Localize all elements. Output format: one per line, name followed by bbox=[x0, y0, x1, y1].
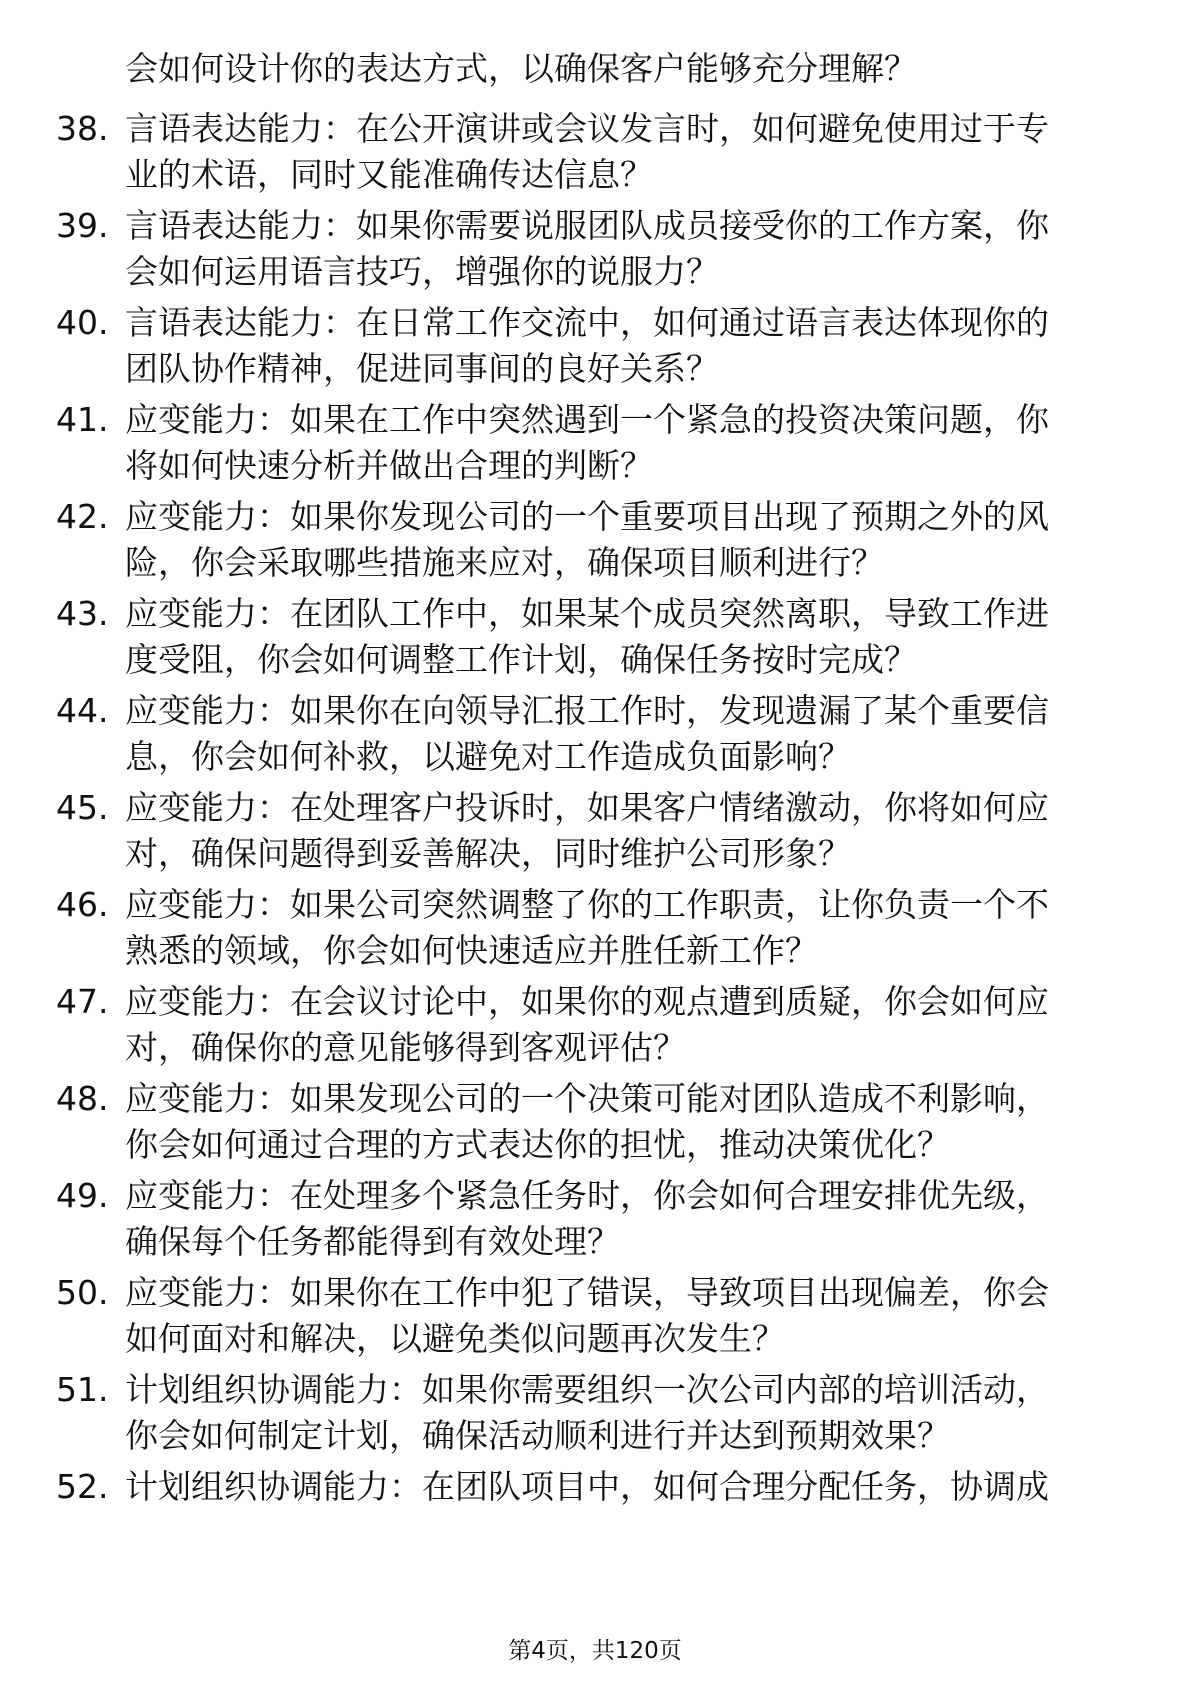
question-item bbox=[0, 494, 1190, 591]
question-text-line: 应变能力：如果公司突然调整了你的工作职责，让你负责一个不 bbox=[125, 885, 1049, 924]
question-text-line: 应变能力：如果你在工作中犯了错误，导致项目出现偏差，你会 bbox=[125, 1273, 1049, 1312]
question-text-line: 你会如何制定计划，确保活动顺利进行并达到预期效果？ bbox=[125, 1416, 950, 1455]
question-text bbox=[125, 300, 1115, 392]
page-footer: 第4页，共120页 bbox=[508, 1638, 682, 1664]
question-item bbox=[0, 1173, 1190, 1270]
question-text-line: 对，确保问题得到妥善解决，同时维护公司形象？ bbox=[125, 834, 851, 873]
question-text-line: 业的术语，同时又能准确传达信息？ bbox=[125, 155, 653, 194]
question-text-line: 应变能力：如果发现公司的一个决策可能对团队造成不利影响， bbox=[125, 1079, 1049, 1118]
question-text-line: 险，你会采取哪些措施来应对，确保项目顺利进行？ bbox=[125, 543, 884, 582]
question-text-line: 度受阻，你会如何调整工作计划，确保任务按时完成？ bbox=[125, 640, 917, 679]
question-text bbox=[125, 106, 1115, 198]
question-item bbox=[0, 106, 1190, 203]
question-text-line: 应变能力：如果你在向领导汇报工作时，发现遗漏了某个重要信 bbox=[125, 691, 1049, 730]
question-text-line: 应变能力：如果在工作中突然遇到一个紧急的投资决策问题，你 bbox=[125, 400, 1049, 439]
question-text bbox=[125, 1270, 1115, 1362]
question-number: 43. bbox=[56, 594, 109, 633]
continuation-text: 会如何设计你的表达方式，以确保客户能够充分理解？ bbox=[125, 49, 917, 88]
question-number: 47. bbox=[56, 982, 109, 1021]
question-text bbox=[125, 785, 1115, 877]
question-text-line: 团队协作精神，促进同事间的良好关系？ bbox=[125, 349, 719, 388]
question-item bbox=[0, 1464, 1190, 1561]
question-number: 46. bbox=[56, 885, 109, 924]
question-item bbox=[0, 203, 1190, 300]
question-text-line: 应变能力：在会议讨论中，如果你的观点遭到质疑，你会如何应 bbox=[125, 982, 1049, 1021]
question-text bbox=[125, 494, 1115, 586]
question-number: 45. bbox=[56, 788, 109, 827]
question-text-line: 你会如何通过合理的方式表达你的担忧，推动决策优化？ bbox=[125, 1125, 950, 1164]
question-text-line: 对，确保你的意见能够得到客观评估？ bbox=[125, 1028, 686, 1067]
question-number: 52. bbox=[56, 1467, 109, 1506]
question-text bbox=[125, 203, 1115, 295]
question-text-line: 言语表达能力：在日常工作交流中，如何通过语言表达体现你的 bbox=[125, 303, 1049, 342]
question-number: 48. bbox=[56, 1079, 109, 1118]
question-text-line: 将如何快速分析并做出合理的判断？ bbox=[125, 446, 653, 485]
question-text-line: 确保每个任务都能得到有效处理？ bbox=[125, 1222, 620, 1261]
question-text bbox=[125, 882, 1115, 974]
question-text-line: 计划组织协调能力：如果你需要组织一次公司内部的培训活动， bbox=[125, 1370, 1049, 1409]
question-text-line: 应变能力：如果你发现公司的一个重要项目出现了预期之外的风 bbox=[125, 497, 1049, 536]
question-text-line: 如何面对和解决，以避免类似问题再次发生？ bbox=[125, 1319, 785, 1358]
question-number: 49. bbox=[56, 1176, 109, 1215]
question-text-line: 熟悉的领域，你会如何快速适应并胜任新工作？ bbox=[125, 931, 818, 970]
question-text bbox=[125, 688, 1115, 780]
question-item bbox=[0, 591, 1190, 688]
question-number: 50. bbox=[56, 1273, 109, 1312]
question-text-line: 言语表达能力：如果你需要说服团队成员接受你的工作方案，你 bbox=[125, 206, 1049, 245]
question-number: 42. bbox=[56, 497, 109, 536]
question-number: 44. bbox=[56, 691, 109, 730]
question-text bbox=[125, 1367, 1115, 1459]
question-text bbox=[125, 979, 1115, 1071]
question-text-line: 息，你会如何补救，以避免对工作造成负面影响？ bbox=[125, 737, 851, 776]
question-text-line: 计划组织协调能力：在团队项目中，如何合理分配任务，协调成 bbox=[125, 1467, 1049, 1506]
question-item bbox=[0, 1270, 1190, 1367]
question-text bbox=[125, 1173, 1115, 1265]
question-item bbox=[0, 300, 1190, 397]
question-text bbox=[125, 1464, 1115, 1510]
question-number: 51. bbox=[56, 1370, 109, 1409]
question-text-line: 应变能力：在处理客户投诉时，如果客户情绪激动，你将如何应 bbox=[125, 788, 1049, 827]
question-item bbox=[0, 882, 1190, 979]
question-text-line: 应变能力：在处理多个紧急任务时，你会如何合理安排优先级， bbox=[125, 1176, 1049, 1215]
question-item bbox=[0, 1076, 1190, 1173]
question-item bbox=[0, 397, 1190, 494]
question-item bbox=[0, 688, 1190, 785]
question-number: 38. bbox=[56, 109, 109, 148]
question-number: 41. bbox=[56, 400, 109, 439]
question-text-line: 应变能力：在团队工作中，如果某个成员突然离职，导致工作进 bbox=[125, 594, 1049, 633]
question-item bbox=[0, 785, 1190, 882]
question-text bbox=[125, 397, 1115, 489]
question-number: 39. bbox=[56, 206, 109, 245]
question-text-line: 会如何运用语言技巧，增强你的说服力？ bbox=[125, 252, 719, 291]
question-text bbox=[125, 591, 1115, 683]
question-text bbox=[125, 1076, 1115, 1168]
question-list bbox=[0, 106, 1190, 1561]
question-text-line: 言语表达能力：在公开演讲或会议发言时，如何避免使用过于专 bbox=[125, 109, 1049, 148]
question-number: 40. bbox=[56, 303, 109, 342]
question-item bbox=[0, 1367, 1190, 1464]
question-item bbox=[0, 979, 1190, 1076]
